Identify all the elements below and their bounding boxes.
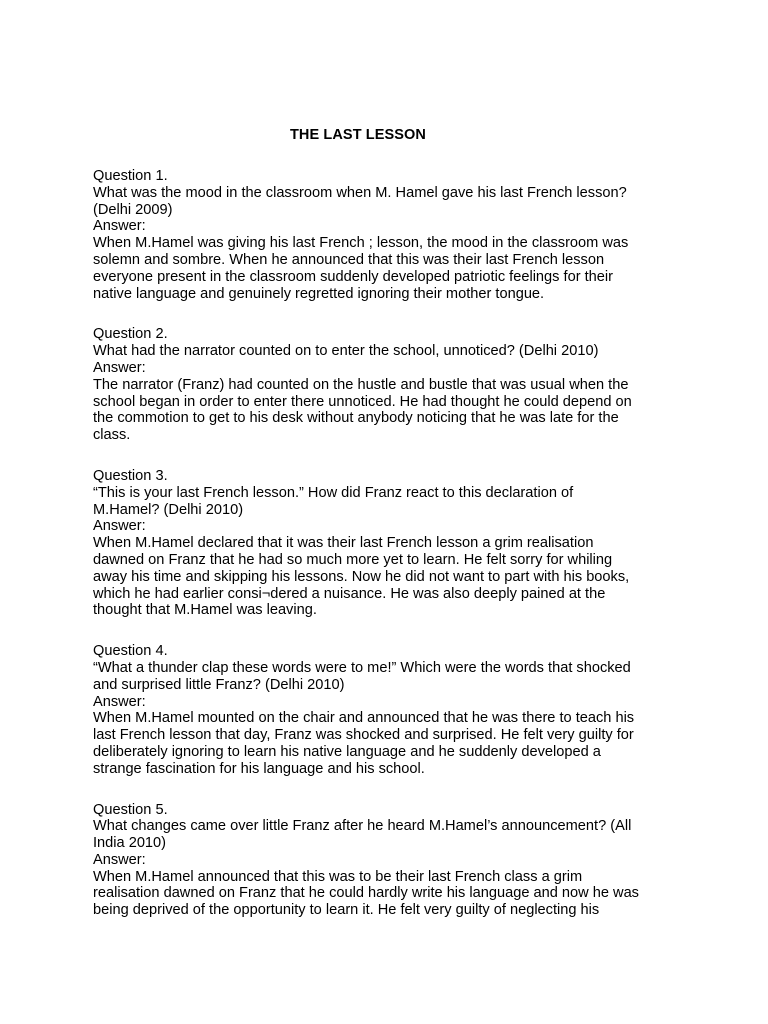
- answer-text-line: last French lesson that day, Franz was shocked and surprised. He felt very guilty for: [93, 727, 634, 744]
- question-text-line: “What a thunder clap these words were to me!” Which were the words that shocked: [93, 659, 631, 676]
- question-heading: Question 2.: [93, 326, 168, 343]
- question-text-line: “This is your last French lesson.” How did Franz react to this declaration of: [93, 484, 574, 501]
- question-text-line: What changes came over little Franz after he heard M.Hamel’s announcement? (All: [93, 818, 632, 835]
- answer-text-line: native language and genuinely regretted ignoring their mother tongue.: [93, 285, 545, 302]
- question-heading: Question 5.: [93, 801, 168, 818]
- answer-text-line: strange fascination for his language and his school.: [93, 760, 425, 777]
- answer-text-line: solemn and sombre. When he announced that this was their last French lesson: [93, 251, 605, 268]
- answer-text-line: everyone present in the classroom suddenly developed patriotic feelings for their: [93, 268, 613, 285]
- question-text-line: and surprised little Franz? (Delhi 2010): [93, 676, 345, 693]
- question-text-line: (Delhi 2009): [93, 201, 173, 218]
- answer-text-line: When M.Hamel declared that it was their last French lesson a grim realisation: [93, 535, 594, 552]
- answer-label: Answer:: [93, 851, 146, 868]
- question-text-line: What was the mood in the classroom when M. Hamel gave his last French lesson?: [93, 184, 627, 201]
- answer-label: Answer:: [93, 218, 146, 235]
- question-block-3: [93, 468, 693, 619]
- answer-label: Answer:: [93, 693, 146, 710]
- question-block-4: [93, 643, 693, 777]
- answer-text-line: The narrator (Franz) had counted on the hustle and bustle that was usual when the: [93, 376, 629, 393]
- answer-text-line: school began in order to enter there unnoticed. He had thought he could depend on: [93, 393, 632, 410]
- answer-text-line: thought that M.Hamel was leaving.: [93, 602, 317, 619]
- answer-text-line: class.: [93, 427, 131, 444]
- answer-text-line: When M.Hamel announced that this was to be their last French class a grim: [93, 868, 583, 885]
- answer-text-line: which he had earlier consi¬dered a nuisance. He was also deeply pained at the: [93, 585, 606, 602]
- document-title: THE LAST LESSON: [289, 127, 427, 143]
- question-heading: Question 1.: [93, 168, 168, 184]
- question-heading: Question 4.: [93, 643, 168, 660]
- question-block-5: [93, 802, 693, 920]
- answer-text-line: being deprived of the opportunity to learn it. He felt very guilty of neglecting his: [93, 902, 600, 919]
- document-body: [93, 168, 693, 919]
- question-text-line: M.Hamel? (Delhi 2010): [93, 501, 244, 518]
- answer-text-line: dawned on Franz that he had so much more yet to learn. He felt sorry for whiling: [93, 551, 613, 568]
- question-heading: Question 3.: [93, 467, 168, 484]
- answer-label: Answer:: [93, 518, 146, 535]
- question-block-1: [93, 168, 693, 302]
- question-text-line: What had the narrator counted on to enter the school, unnoticed? (Delhi 2010): [93, 343, 599, 360]
- answer-text-line: When M.Hamel was giving his last French ; lesson, the mood in the classroom was: [93, 235, 629, 252]
- question-text-line: India 2010): [93, 835, 167, 852]
- answer-text-line: away his time and skipping his lessons. Now he did not want to part with his books,: [93, 568, 630, 585]
- answer-label: Answer:: [93, 359, 146, 376]
- answer-text-line: the commotion to get to his desk without anybody noticing that he was late for the: [93, 410, 619, 427]
- answer-text-line: deliberately ignoring to learn his native language and he suddenly developed a: [93, 743, 601, 760]
- answer-text-line: When M.Hamel mounted on the chair and announced that he was there to teach his: [93, 710, 635, 727]
- question-block-2: [93, 326, 693, 444]
- answer-text-line: realisation dawned on Franz that he could hardly write his language and now he was: [93, 885, 639, 902]
